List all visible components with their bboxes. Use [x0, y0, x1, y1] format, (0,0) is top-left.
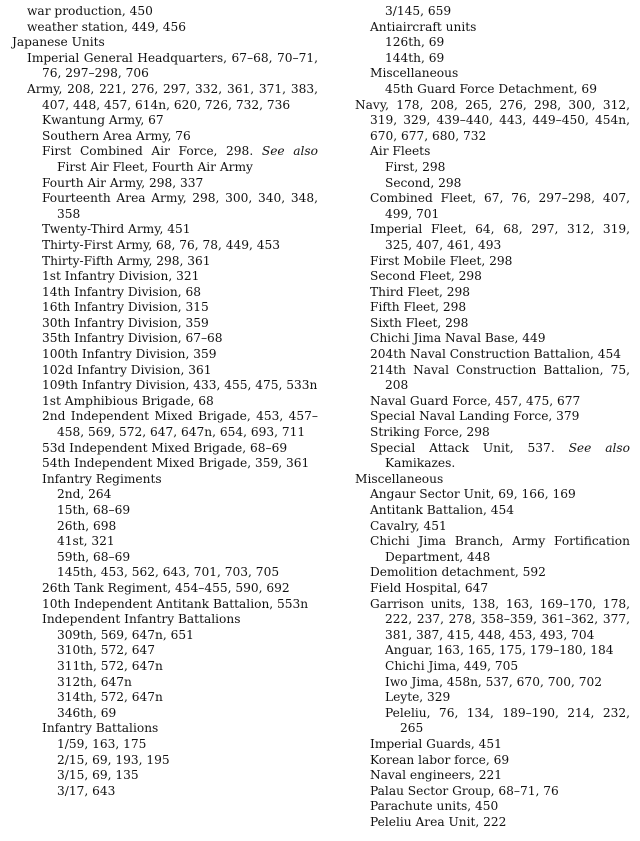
index-entry-text: 309th, 569, 647n, 651 — [57, 627, 194, 642]
index-entry — [340, 20, 630, 36]
index-entry — [340, 363, 630, 394]
index-entry-text: 1/59, 163, 175 — [57, 736, 147, 751]
index-entry-text: 3/17, 643 — [57, 783, 116, 798]
index-entry-text: war production, 450 — [27, 4, 153, 18]
index-entry-text: 26th, 698 — [57, 518, 117, 533]
index-entry — [12, 82, 318, 113]
index-entry-text: Kwantung Army, 67 — [42, 113, 164, 128]
index-entry — [12, 675, 318, 691]
index-entry-text: 26th Tank Regiment, 454–455, 590, 692 — [42, 580, 290, 595]
index-entry-text: Cavalry, 451 — [370, 518, 447, 533]
index-entry — [12, 285, 318, 301]
index-entry — [340, 300, 630, 316]
index-entry-text: 45th Guard Force Detachment, 69 — [385, 81, 597, 96]
index-entry — [12, 628, 318, 644]
index-entry — [12, 191, 318, 222]
index-entry-text: First, 298 — [385, 159, 446, 174]
index-entry — [12, 176, 318, 192]
index-entry — [340, 409, 630, 425]
index-entry — [12, 534, 318, 550]
index-entry-text: 145th, 453, 562, 643, 701, 703, 705 — [57, 565, 280, 580]
index-entry-text: 312th, 647n — [57, 674, 132, 689]
index-entry-text: Naval Guard Force, 457, 475, 677 — [370, 393, 581, 408]
index-entry — [340, 472, 630, 488]
index-entry — [12, 238, 318, 254]
index-entry-text: Field Hospital, 647 — [370, 580, 489, 595]
index-entry-text: First Combined Air Force, 298. — [42, 144, 254, 159]
index-entry — [340, 160, 630, 176]
index-entry-text: Combined Fleet, 67, 76, 297–298, 407, 499, 701 — [370, 191, 630, 221]
index-entry-text: 3/145, 659 — [385, 4, 452, 18]
index-entry — [340, 768, 630, 784]
index-entry-text: weather station, 449, 456 — [27, 19, 186, 34]
index-entry-text: 1st Amphibious Brigade, 68 — [42, 393, 214, 408]
index-entry — [12, 254, 318, 270]
index-entry — [12, 581, 318, 597]
index-entry-text: Special Attack Unit, 537. — [370, 440, 555, 455]
index-entry — [340, 35, 630, 51]
index-entry-text: Imperial Guards, 451 — [370, 736, 502, 751]
index-entry-text: Garrison units, 138, 163, 169–170, 178, 222, 237, 278, 358–359, 361–362, 377, 381, 387, 415, 448, 453, 493, 704 — [370, 596, 630, 642]
index-entry-text: 2nd, 264 — [57, 487, 112, 502]
index-entry — [12, 690, 318, 706]
index-column-left — [12, 4, 318, 799]
index-entry-text: Miscellaneous — [355, 471, 444, 486]
index-entry — [340, 737, 630, 753]
index-entry — [12, 503, 318, 519]
index-entry-text: Second Fleet, 298 — [370, 269, 482, 284]
index-entry-text: 10th Independent Antitank Battalion, 553n — [42, 596, 309, 611]
index-entry — [12, 378, 318, 394]
index-entry — [12, 472, 318, 488]
index-entry — [340, 347, 630, 363]
index-entry-text: 53d Independent Mixed Brigade, 68–69 — [42, 440, 288, 455]
index-entry — [340, 144, 630, 160]
index-entry — [12, 347, 318, 363]
index-entry — [340, 487, 630, 503]
index-entry-text: 102d Infantry Division, 361 — [42, 362, 212, 377]
index-entry-text: 54th Independent Mixed Brigade, 359, 361 — [42, 456, 310, 471]
index-entry-text: Leyte, 329 — [385, 690, 451, 705]
index-entry — [12, 363, 318, 379]
index-entry — [340, 425, 630, 441]
index-entry — [12, 300, 318, 316]
index-entry-text: 100th Infantry Division, 359 — [42, 347, 217, 362]
index-entry-text: Antiaircraft units — [370, 19, 477, 34]
index-entry — [12, 331, 318, 347]
see-also-label: See also — [568, 440, 630, 455]
index-entry — [12, 643, 318, 659]
index-entry-text: 1st Infantry Division, 321 — [42, 269, 200, 284]
index-entry — [12, 441, 318, 457]
index-entry — [340, 799, 630, 815]
index-entry — [340, 815, 630, 831]
index-entry-text: Independent Infantry Battalions — [42, 612, 241, 627]
index-entry-text: Palau Sector Group, 68–71, 76 — [370, 783, 559, 798]
index-entry-text: 3/15, 69, 135 — [57, 768, 139, 783]
index-entry-text: Chichi Jima Naval Base, 449 — [370, 331, 546, 346]
index-entry — [340, 519, 630, 535]
index-entry-text: 59th, 68–69 — [57, 549, 131, 564]
index-entry-text: Striking Force, 298 — [370, 425, 490, 440]
index-entry — [12, 394, 318, 410]
index-entry-text: 314th, 572, 647n — [57, 690, 163, 705]
index-entry-text: 109th Infantry Division, 433, 455, 475, 533n — [42, 378, 318, 393]
index-entry-text: 15th, 68–69 — [57, 503, 131, 517]
index-entry — [340, 753, 630, 769]
index-entry — [340, 784, 630, 800]
index-entry-text: 14th Infantry Division, 68 — [42, 284, 201, 299]
index-entry — [12, 706, 318, 722]
index-column-right — [340, 4, 630, 830]
index-entry — [12, 597, 318, 613]
index-entry-text: Twenty-Third Army, 451 — [42, 222, 191, 237]
index-entry — [12, 659, 318, 675]
index-entry-text: 311th, 572, 647n — [57, 658, 163, 673]
index-entry — [340, 285, 630, 301]
index-entry — [340, 597, 630, 644]
index-entry — [12, 269, 318, 285]
index-entry-text: Second, 298 — [385, 175, 462, 190]
index-entry-text: First Mobile Fleet, 298 — [370, 253, 513, 268]
index-entry-text: Third Fleet, 298 — [370, 284, 471, 299]
index-entry — [12, 144, 318, 175]
index-entry — [12, 487, 318, 503]
index-entry — [340, 331, 630, 347]
index-entry-text: 41st, 321 — [57, 534, 115, 549]
index-entry — [340, 98, 630, 145]
index-entry — [340, 316, 630, 332]
index-entry — [340, 191, 630, 222]
index-entry — [340, 82, 630, 98]
index-entry — [12, 519, 318, 535]
index-entry — [12, 129, 318, 145]
index-entry-text: Air Fleets — [370, 144, 431, 159]
index-entry-text: Southern Area Army, 76 — [42, 128, 191, 143]
index-entry — [12, 753, 318, 769]
index-entry — [12, 784, 318, 800]
index-entry — [12, 4, 318, 20]
see-also-label: See also — [261, 144, 319, 159]
index-entry — [12, 612, 318, 628]
index-entry-text: Antitank Battalion, 454 — [370, 503, 514, 517]
index-entry-text: Fourth Air Army, 298, 337 — [42, 175, 204, 190]
index-entry — [340, 581, 630, 597]
index-entry — [340, 690, 630, 706]
index-entry-text: 2/15, 69, 193, 195 — [57, 752, 170, 767]
index-entry — [12, 316, 318, 332]
index-entry-text: Fourteenth Area Army, 298, 300, 340, 348, 358 — [42, 191, 318, 221]
index-entry-text: Naval engineers, 221 — [370, 768, 502, 783]
index-entry-text: Thirty-First Army, 68, 76, 78, 449, 453 — [42, 237, 281, 252]
see-also-target: First Air Fleet, Fourth Air Army — [57, 159, 253, 174]
index-entry — [340, 503, 630, 519]
index-entry — [12, 35, 318, 51]
index-entry-text: Peleliu, 76, 134, 189–190, 214, 232, 265 — [385, 705, 630, 736]
index-entry-text: Sixth Fleet, 298 — [370, 315, 469, 330]
index-entry-text: 30th Infantry Division, 359 — [42, 315, 209, 330]
index-entry — [340, 222, 630, 253]
index-entry-text: Imperial Fleet, 64, 68, 297, 312, 319, 325, 407, 461, 493 — [370, 222, 630, 252]
index-entry-text: Anguar, 163, 165, 175, 179–180, 184 — [385, 643, 614, 658]
index-entry-text: Peleliu Area Unit, 222 — [370, 814, 507, 829]
index-entry-text: Thirty-Fifth Army, 298, 361 — [42, 253, 211, 268]
index-entry — [12, 456, 318, 472]
index-entry-text: Angaur Sector Unit, 69, 166, 169 — [370, 487, 576, 502]
index-entry — [12, 20, 318, 36]
index-entry-text: Infantry Battalions — [42, 721, 159, 736]
index-entry — [340, 66, 630, 82]
index-entry — [340, 254, 630, 270]
index-entry — [12, 113, 318, 129]
index-entry-text: Infantry Regiments — [42, 471, 162, 486]
index-entry-text: 144th, 69 — [385, 50, 445, 65]
index-entry-text: Navy, 178, 208, 265, 276, 298, 300, 312, 319, 329, 439–440, 443, 449–450, 454n, 670, 677, 680, 732 — [355, 97, 630, 143]
index-entry-text: 35th Infantry Division, 67–68 — [42, 331, 223, 346]
index-entry — [340, 176, 630, 192]
index-entry-text: Korean labor force, 69 — [370, 752, 510, 767]
index-entry-text: Chichi Jima Branch, Army Fortification Department, 448 — [370, 534, 630, 564]
index-entry-text: Miscellaneous — [370, 66, 459, 81]
index-entry — [340, 565, 630, 581]
index-entry — [340, 441, 630, 472]
index-entry-text: 16th Infantry Division, 315 — [42, 300, 209, 315]
index-entry-text: 204th Naval Construction Battalion, 454 — [370, 347, 622, 362]
index-entry — [340, 675, 630, 691]
index-entry-text: Army, 208, 221, 276, 297, 332, 361, 371, 383, 407, 448, 457, 614n, 620, 726, 732, 736 — [27, 81, 318, 112]
index-entry-text: Japanese Units — [12, 35, 105, 50]
index-entry — [12, 721, 318, 737]
index-entry-text: 126th, 69 — [385, 35, 445, 50]
index-entry-text: 346th, 69 — [57, 705, 117, 720]
index-entry — [340, 394, 630, 410]
index-entry — [340, 706, 630, 737]
index-entry-text: Chichi Jima, 449, 705 — [385, 658, 519, 673]
index-entry — [12, 222, 318, 238]
index-entry — [12, 550, 318, 566]
index-entry-text: Fifth Fleet, 298 — [370, 300, 467, 315]
index-entry-text: 2nd Independent Mixed Brigade, 453, 457–458, 569, 572, 647, 647n, 654, 693, 711 — [42, 409, 318, 440]
index-entry-text: Parachute units, 450 — [370, 799, 499, 814]
index-entry — [340, 643, 630, 659]
index-entry — [340, 269, 630, 285]
index-entry — [12, 409, 318, 440]
index-entry — [340, 534, 630, 565]
index-entry — [12, 565, 318, 581]
index-entry-text: Iwo Jima, 458n, 537, 670, 700, 702 — [385, 674, 602, 689]
index-entry — [340, 659, 630, 675]
see-also-target: Kamikazes. — [385, 456, 456, 471]
index-entry-text: Special Naval Landing Force, 379 — [370, 409, 580, 424]
index-entry-text: 214th Naval Construction Battalion, 75, 208 — [370, 362, 630, 393]
index-entry — [340, 51, 630, 67]
index-entry-text: Demolition detachment, 592 — [370, 565, 546, 580]
index-entry-text: Imperial General Headquarters, 67–68, 70–71, 76, 297–298, 706 — [27, 50, 318, 81]
index-entry — [12, 768, 318, 784]
index-entry — [340, 4, 630, 20]
index-entry — [12, 737, 318, 753]
index-entry — [12, 51, 318, 82]
index-entry-text: 310th, 572, 647 — [57, 643, 156, 658]
